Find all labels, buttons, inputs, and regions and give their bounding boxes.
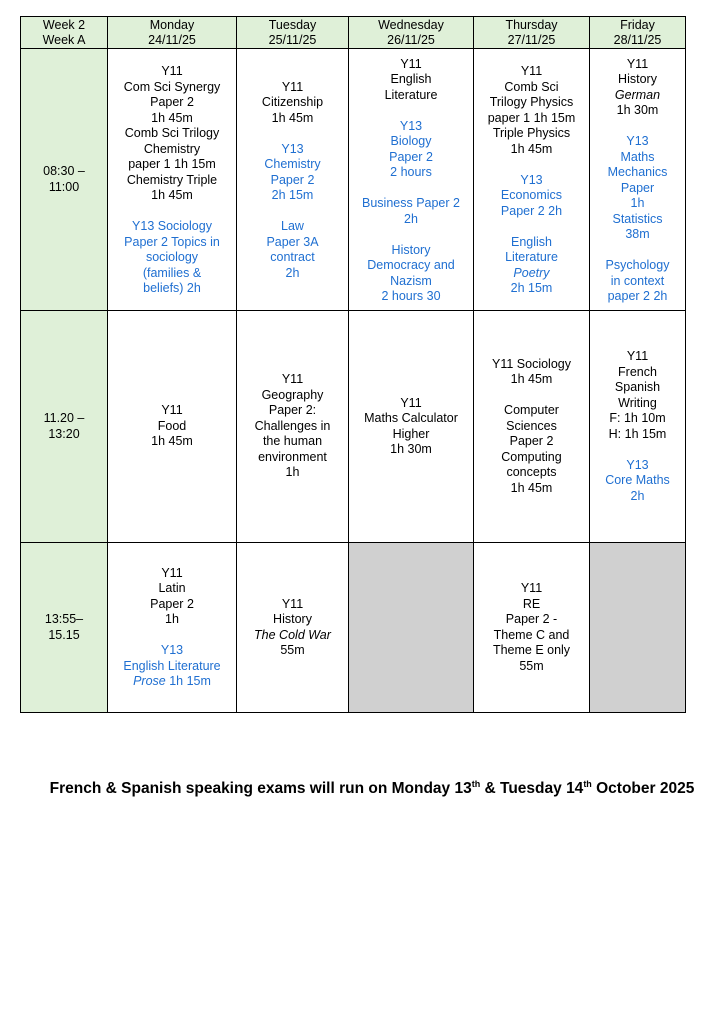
day-date: 28/11/25 xyxy=(613,32,662,47)
exam-cell xyxy=(108,49,237,311)
exam-line: 1h 45m xyxy=(151,188,193,203)
week-number: Week 2 xyxy=(42,17,86,32)
exam-line: Biology xyxy=(390,134,432,148)
exam-line: English Literature xyxy=(123,658,221,673)
exam-line: Paper 2 xyxy=(509,434,554,449)
exam-line: Com Sci Synergy xyxy=(123,79,221,94)
exam-line: Comb Sci Trilogy xyxy=(124,126,220,141)
exam-line: Maths xyxy=(620,149,655,164)
exam-line: Y11 Sociology xyxy=(492,356,571,371)
exam-line: in context xyxy=(610,273,665,288)
exam-line: contract xyxy=(270,250,315,265)
day-name: Thursday xyxy=(505,17,558,32)
exam-line: concepts xyxy=(506,465,557,480)
exam-line: Y11 xyxy=(281,372,304,387)
time-slot-cell xyxy=(21,543,108,713)
exam-line: 2h xyxy=(285,265,300,280)
day-date: 26/11/25 xyxy=(387,32,435,47)
exam-line: 2 hours 30 xyxy=(381,289,441,303)
exam-line: 1h xyxy=(630,196,645,210)
exam-line xyxy=(590,88,685,104)
exam-line: Y13 Sociology xyxy=(132,219,212,234)
exam-line: Nazism xyxy=(390,273,432,288)
exam-line: 38m xyxy=(625,227,650,241)
exam-line: Paper 3A xyxy=(266,234,319,249)
exam-line: Y11 xyxy=(161,403,183,418)
time-start: 11.20 – xyxy=(43,411,85,425)
day-header-thursday xyxy=(474,17,590,49)
exam-line: Sciences xyxy=(506,418,557,433)
exam-line: Y11 xyxy=(520,581,543,595)
exam-cell xyxy=(237,49,349,311)
exam-line: Y11 xyxy=(626,349,649,363)
exam-line: History xyxy=(273,612,312,626)
day-header-friday xyxy=(590,17,686,49)
exam-line: 1h 45m xyxy=(151,110,193,125)
exam-line: Paper 2 xyxy=(270,172,315,187)
exam-line: History xyxy=(391,242,431,257)
note-ordinal-1: th xyxy=(471,779,481,789)
session-row-afternoon xyxy=(21,543,686,713)
exam-line: Paper 2: xyxy=(268,403,317,418)
exam-line: English xyxy=(390,72,432,86)
day-date: 25/11/25 xyxy=(268,32,317,47)
exam-line: Psychology xyxy=(605,258,670,272)
exam-line-suffix: 1h 15m xyxy=(165,674,211,688)
session-row-midday xyxy=(21,311,686,543)
exam-line: Higher xyxy=(392,426,430,441)
exam-line: 2h xyxy=(404,211,418,226)
exam-line: Democracy and xyxy=(367,258,455,272)
line-spacer xyxy=(349,103,473,119)
line-spacer xyxy=(590,442,685,458)
exam-line: sociology xyxy=(145,250,199,265)
exam-line: Y13 xyxy=(281,141,304,156)
exam-cell xyxy=(349,311,474,543)
exam-line: Literature xyxy=(505,250,558,265)
exam-line: Mechanics xyxy=(607,165,668,179)
exam-line: 2h 15m xyxy=(510,281,553,296)
exam-line: Writing xyxy=(618,395,657,410)
day-header-monday xyxy=(108,17,237,49)
exam-line: Chemistry xyxy=(264,157,321,172)
exam-line: Citizenship xyxy=(261,95,324,110)
line-spacer xyxy=(108,204,236,220)
day-date: 24/11/25 xyxy=(148,32,196,47)
empty-cell xyxy=(349,543,474,713)
week-letter: Week A xyxy=(42,32,86,47)
exam-line: 1h 30m xyxy=(390,442,432,456)
exam-line: Paper 2 Topics in xyxy=(124,234,220,249)
exam-line: Y13 xyxy=(399,118,423,133)
note-text-1: French & Spanish speaking exams will run on Monday 13 xyxy=(49,780,472,798)
exam-line: 1h 45m xyxy=(151,434,193,449)
exam-line: Y11 xyxy=(161,565,183,580)
exam-line: Comb Sci xyxy=(504,79,559,94)
exam-line: English xyxy=(511,234,552,249)
exam-line: 2 hours xyxy=(390,165,432,179)
exam-line: Triple Physics xyxy=(492,126,571,141)
exam-cell xyxy=(474,543,590,713)
day-header-wednesday xyxy=(349,17,474,49)
exam-line: Y13 xyxy=(626,134,649,148)
exam-line: Geography xyxy=(261,387,324,402)
time-slot-cell xyxy=(21,49,108,311)
exam-line: Y11 xyxy=(281,596,304,611)
line-spacer xyxy=(349,181,473,197)
day-name: Friday xyxy=(620,17,655,32)
exam-line: RE xyxy=(522,596,541,611)
exam-line xyxy=(237,628,348,644)
exam-line: H: 1h 15m xyxy=(608,426,667,441)
exam-line: Challenges in xyxy=(254,418,331,433)
header-row xyxy=(21,17,686,49)
exam-cell xyxy=(474,49,590,311)
day-header-tuesday xyxy=(237,17,349,49)
exam-line-italic: Prose xyxy=(133,674,166,688)
exam-cell xyxy=(590,311,686,543)
exam-line-italic: Poetry xyxy=(513,265,550,280)
exam-line: 1h xyxy=(165,612,179,626)
exam-line: Y13 xyxy=(520,172,543,187)
time-end: 11:00 xyxy=(48,179,80,194)
line-spacer xyxy=(590,119,685,135)
exam-line: Computing xyxy=(501,449,562,464)
exam-line: 2h xyxy=(630,488,645,503)
exam-line: Y13 xyxy=(626,457,649,472)
note-ordinal-2: th xyxy=(583,779,592,789)
exam-cell xyxy=(474,311,590,543)
line-spacer xyxy=(237,204,348,220)
exam-line: Y11 xyxy=(520,64,543,79)
exam-line: 1h 45m xyxy=(510,372,553,387)
exam-line: (families & xyxy=(142,265,202,280)
exam-line: Y11 xyxy=(400,395,422,410)
exam-line: the human xyxy=(262,434,323,449)
day-name: Wednesday xyxy=(378,17,444,32)
exam-line: Y11 xyxy=(161,64,183,79)
exam-line: Paper 2 xyxy=(389,149,433,164)
exam-line: Spanish xyxy=(614,380,661,394)
exam-line: 1h 45m xyxy=(510,141,553,156)
exam-line: Maths Calculator xyxy=(364,411,458,425)
exam-line: Latin xyxy=(158,581,186,595)
exam-line: 2h 15m xyxy=(271,188,314,203)
exam-line: Theme E only xyxy=(492,643,571,657)
exam-line: Business Paper 2 xyxy=(362,196,460,210)
exam-line: Theme C and xyxy=(493,627,570,642)
day-name: Tuesday xyxy=(268,17,317,32)
exam-line: environment xyxy=(258,449,327,464)
exam-line: 55m xyxy=(280,643,305,657)
exam-line: Computer xyxy=(504,403,559,418)
exam-line: Paper 2 xyxy=(150,596,194,611)
week-label-cell xyxy=(21,17,108,49)
exam-line: paper 1 1h 15m xyxy=(487,110,576,125)
exam-line: 55m xyxy=(519,658,544,673)
empty-cell xyxy=(590,543,686,713)
time-start: 13:55– xyxy=(44,612,84,626)
line-spacer xyxy=(349,227,473,243)
exam-line: Y11 xyxy=(400,56,422,71)
exam-line: Core Maths xyxy=(605,473,670,487)
exam-line: Statistics xyxy=(612,211,663,226)
exam-line: Y11 xyxy=(626,56,649,71)
exam-line: 1h 45m xyxy=(271,110,314,125)
exam-line: Chemistry xyxy=(143,141,201,156)
exam-line: Food xyxy=(157,418,187,433)
exam-line: beliefs) 2h xyxy=(143,281,201,296)
exam-line: Economics xyxy=(500,188,563,203)
exam-line: History xyxy=(618,72,657,86)
day-name: Monday xyxy=(149,17,195,32)
time-slot-cell xyxy=(21,311,108,543)
exam-line: Trilogy Physics xyxy=(489,95,574,110)
exam-line: Chemistry Triple xyxy=(126,172,218,187)
exam-cell xyxy=(237,543,349,713)
time-start: 08:30 – xyxy=(43,164,85,178)
exam-line: Paper xyxy=(620,180,655,195)
session-row-morning xyxy=(21,49,686,311)
exam-line: Paper 2 2h xyxy=(500,203,563,218)
line-spacer xyxy=(590,243,685,259)
exam-line xyxy=(108,674,236,690)
note-text-2: & Tuesday 14 xyxy=(480,780,584,798)
exam-line: F: 1h 10m xyxy=(609,411,666,425)
exam-timetable xyxy=(20,16,686,713)
line-spacer xyxy=(474,157,589,173)
line-spacer xyxy=(474,219,589,235)
exam-cell xyxy=(108,311,237,543)
exam-line: 1h 45m xyxy=(510,480,553,495)
exam-cell xyxy=(590,49,686,311)
exam-line: Paper 2 xyxy=(150,95,194,110)
exam-line: paper 1 1h 15m xyxy=(128,157,216,172)
exam-line: Paper 2 - xyxy=(505,612,558,626)
exam-cell xyxy=(237,311,349,543)
exam-line: 1h xyxy=(285,465,300,480)
exam-cell xyxy=(108,543,237,713)
exam-line-italic: The Cold War xyxy=(254,627,331,642)
exam-cell xyxy=(349,49,474,311)
exam-line xyxy=(474,266,589,282)
line-spacer xyxy=(474,388,589,404)
exam-line: Literature xyxy=(384,87,438,102)
day-date: 27/11/25 xyxy=(507,32,556,47)
exam-line-italic: German xyxy=(614,87,661,102)
speaking-exams-note xyxy=(0,779,724,798)
time-end: 15.15 xyxy=(48,627,80,642)
exam-line: 1h 30m xyxy=(616,103,659,117)
exam-line: paper 2 2h xyxy=(607,289,668,303)
line-spacer xyxy=(108,628,236,644)
time-end: 13:20 xyxy=(48,426,80,441)
exam-line: French xyxy=(618,364,657,379)
exam-line: Y11 xyxy=(281,79,304,94)
note-text-3: October 2025 xyxy=(591,780,695,798)
exam-line: Y13 xyxy=(160,643,184,657)
line-spacer xyxy=(237,126,348,142)
exam-line: Law xyxy=(281,219,304,234)
